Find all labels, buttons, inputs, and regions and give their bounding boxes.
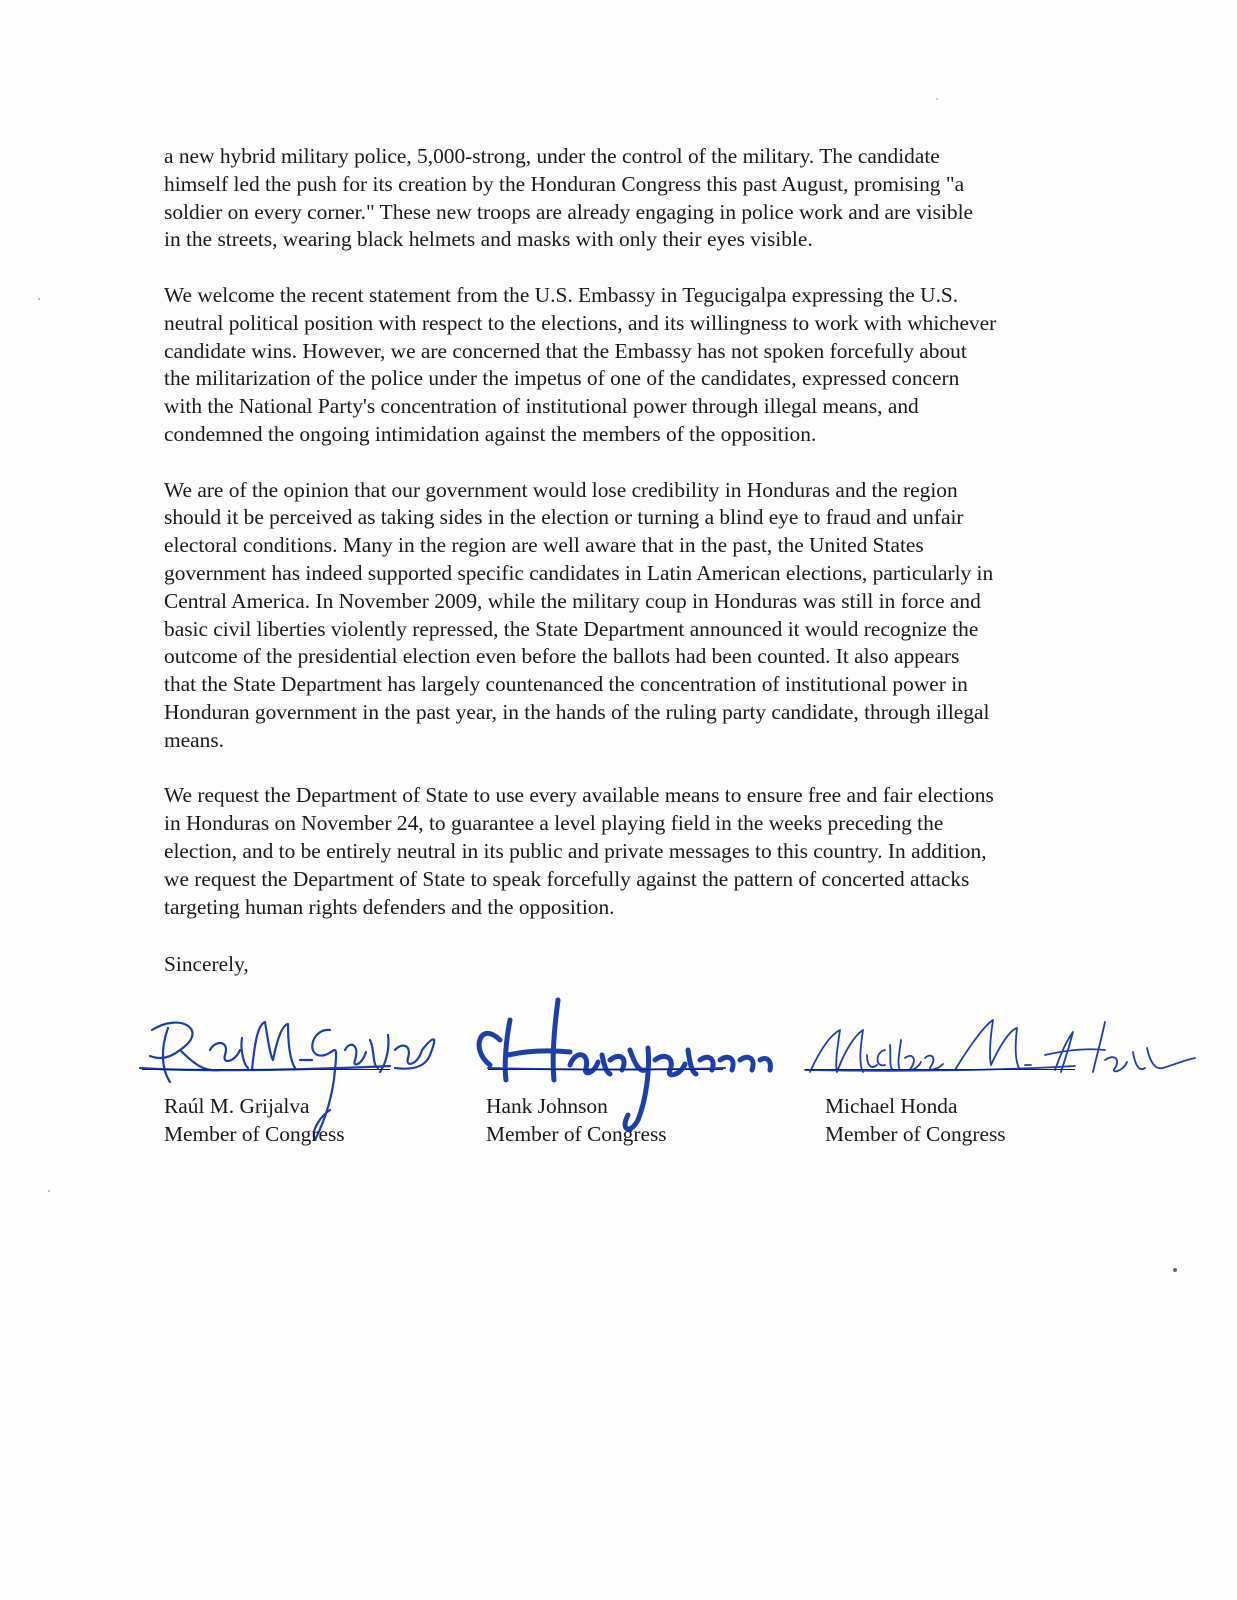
signature-block-grijalva	[140, 1010, 440, 1160]
closing-salutation: Sincerely,	[164, 952, 249, 976]
signature-line	[805, 1069, 1075, 1070]
scan-speck	[38, 298, 40, 300]
paragraph-2: We welcome the recent statement from the U.S. Embassy in Tegucigalpa expressing the U.S. neutral political position with respect to the elections, and its willingness to work with whichever candidate wins. However, we are concerned that the Embassy has not spoken forcefully about the militarization of the police under the impetus of one of the candidates, expressed concern with the National Party's concentration of institutional power through illegal means, and condemned the ongoing intimidation against the members of the opposition.	[164, 282, 997, 446]
scan-speck	[936, 98, 938, 100]
signature-line	[488, 1069, 723, 1070]
paragraph-3: We are of the opinion that our government would lose credibility in Honduras and the region should it be perceived as taking sides in the election or turning a blind eye to fraud and unfair electoral conditions. Many in the region are well aware that in the past, the United States government has indeed supported specific candidates in Latin American elections, particularly in Central America. In November 2009, while the military coup in Honduras was still in force and basic civil liberties violently repressed, the State Department announced it would recognize the outcome of the presidential election even before the ballots had been counted. It also appears that the State Department has largely countenanced the concentration of institutional power in Honduran government in the past year, in the hands of the ruling party candidate, through illegal means.	[164, 477, 994, 752]
paragraph-1: a new hybrid military police, 5,000-strong, under the control of the military. The candidate himself led the push for its creation by the Honduran Congress this past August, promising "a soldier on every corner." These new troops are already engaging in police work and are visible in the streets, wearing black helmets and masks with only their eyes visible.	[164, 144, 974, 252]
signature-line	[142, 1069, 390, 1070]
signer-title: Member of Congress	[486, 1122, 667, 1146]
signature-block-johnson	[470, 1010, 770, 1160]
scan-speck	[1173, 1268, 1177, 1272]
paragraph-4: We request the Department of State to use every available means to ensure free and fair elections in Honduras on November 24, to guarantee a level playing field in the weeks preceding the election, and to be entirely neutral in its public and private messages to this country. In addition, we request the Department of State to speak forcefully against the pattern of concerted attacks targeting human rights defenders and the opposition.	[164, 783, 994, 919]
scan-speck	[48, 1190, 50, 1192]
signer-name: Michael Honda	[825, 1094, 958, 1118]
signature-block-honda	[805, 1010, 1105, 1160]
signer-title: Member of Congress	[164, 1122, 345, 1146]
signer-title: Member of Congress	[825, 1122, 1006, 1146]
signer-name: Hank Johnson	[486, 1094, 608, 1118]
letter-body	[164, 143, 1104, 949]
signer-name: Raúl M. Grijalva	[164, 1094, 310, 1118]
